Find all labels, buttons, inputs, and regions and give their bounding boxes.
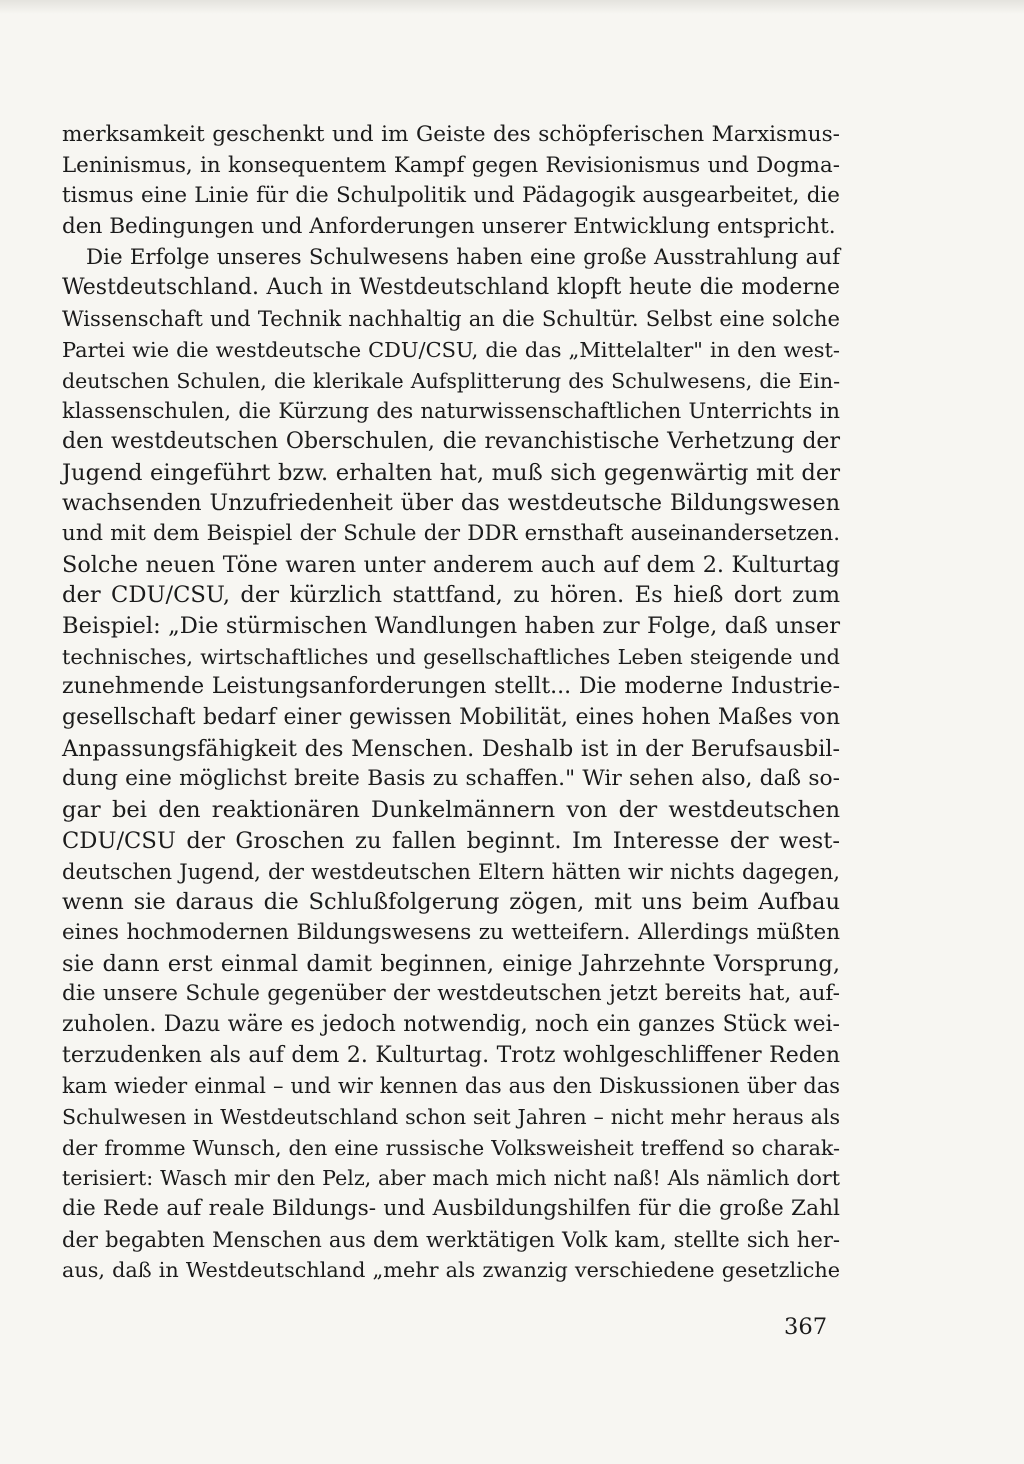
text-line: deutschen Jugend, der westdeutschen Eltern hätten wir nichts dagegen, [62, 858, 840, 884]
text-line: sie dann erst einmal damit beginnen, einige Jahrzehnte Vorsprung, [62, 950, 840, 977]
text-line: die Rede auf reale Bildungs- und Ausbildungshilfen für die große Zahl [62, 1196, 840, 1222]
page-top-edge [0, 0, 1024, 14]
body-text [62, 120, 840, 1286]
text-line: tismus eine Linie für die Schulpolitik und Pädagogik ausgearbeitet, die [62, 183, 840, 209]
text-line: Die Erfolge unseres Schulwesens haben eine große Ausstrahlung auf [86, 244, 840, 270]
text-line: Anpassungsfähigkeit des Menschen. Deshalb ist in der Berufsausbil- [62, 735, 840, 762]
text-line: zuholen. Dazu wäre es jedoch notwendig, noch ein ganzes Stück wei- [62, 1011, 840, 1037]
text-line: deutschen Schulen, die klerikale Aufsplitterung des Schulwesens, die Ein- [62, 368, 840, 393]
text-line: eines hochmodernen Bildungswesens zu wetteifern. Allerdings müßten [62, 919, 840, 945]
text-line: den westdeutschen Oberschulen, die revanchistische Verhetzung der [62, 428, 840, 454]
text-line: Westdeutschland. Auch in Westdeutschland klopft heute die moderne [62, 275, 840, 301]
text-line: aus, daß in Westdeutschland „mehr als zwanzig verschiedene gesetzliche [62, 1258, 840, 1283]
text-line: Solche neuen Töne waren unter anderem auch auf dem 2. Kulturtag [62, 551, 840, 578]
text-line: wachsenden Unzufriedenheit über das westdeutsche Bildungswesen [62, 490, 840, 517]
text-line: den Bedingungen und Anforderungen unserer Entwicklung entspricht. [62, 214, 836, 240]
text-line: Jugend eingeführt bzw. erhalten hat, muß sich gegenwärtig mit der [62, 459, 840, 486]
text-line: kam wieder einmal – und wir kennen das aus den Diskussionen über das [62, 1074, 840, 1099]
text-line: wenn sie daraus die Schlußfolgerung zögen, mit uns beim Aufbau [62, 889, 840, 916]
text-line: der begabten Menschen aus dem werktätigen Volk kam, stellte sich her- [62, 1226, 840, 1252]
text-line: merksamkeit geschenkt und im Geiste des schöpferischen Marxismus- [62, 122, 840, 147]
text-line: Wissenschaft und Technik nachhaltig an die Schultür. Selbst eine solche [62, 306, 840, 332]
text-line: gar bei den reaktionären Dunkelmännern von der westdeutschen [62, 797, 840, 824]
text-line: der fromme Wunsch, den eine russische Volksweisheit treffend so charak- [62, 1135, 840, 1160]
text-line: Schulwesen in Westdeutschland schon seit Jahren – nicht mehr heraus als [62, 1105, 840, 1129]
text-line: Leninismus, in konsequentem Kampf gegen Revisionismus und Dogma- [62, 152, 840, 178]
text-line: zunehmende Leistungsanforderungen stellt... Die moderne Industrie- [62, 674, 840, 700]
text-line: Beispiel: „Die stürmischen Wandlungen haben zur Folge, daß unser [62, 613, 840, 639]
text-line: CDU/CSU der Groschen zu fallen beginnt. Im Interesse der west- [62, 827, 840, 854]
text-line: klassenschulen, die Kürzung des naturwissenschaftlichen Unterrichts in [62, 398, 840, 424]
text-line: die unsere Schule gegenüber der westdeutschen jetzt bereits hat, auf- [62, 981, 840, 1007]
text-line: terisiert: Wasch mir den Pelz, aber mach mich nicht naß! Als nämlich dort [62, 1166, 840, 1191]
text-line: dung eine möglichst breite Basis zu schaffen." Wir sehen also, daß so- [62, 766, 840, 792]
text-line: gesellschaft bedarf einer gewissen Mobilität, eines hohen Maßes von [62, 705, 840, 731]
text-line: terzudenken als auf dem 2. Kulturtag. Trotz wohlgeschliffener Reden [62, 1042, 840, 1068]
text-line: technisches, wirtschaftliches und gesellschaftliches Leben steigende und [62, 644, 840, 669]
page-number: 367 [784, 1314, 828, 1340]
text-line: Partei wie die westdeutsche CDU/CSU, die das „Mittelalter" in den west- [62, 337, 840, 362]
text-line: und mit dem Beispiel der Schule der DDR ernsthaft auseinandersetzen. [62, 520, 840, 546]
text-line: der CDU/CSU, der kürzlich stattfand, zu hören. Es hieß dort zum [62, 582, 840, 609]
